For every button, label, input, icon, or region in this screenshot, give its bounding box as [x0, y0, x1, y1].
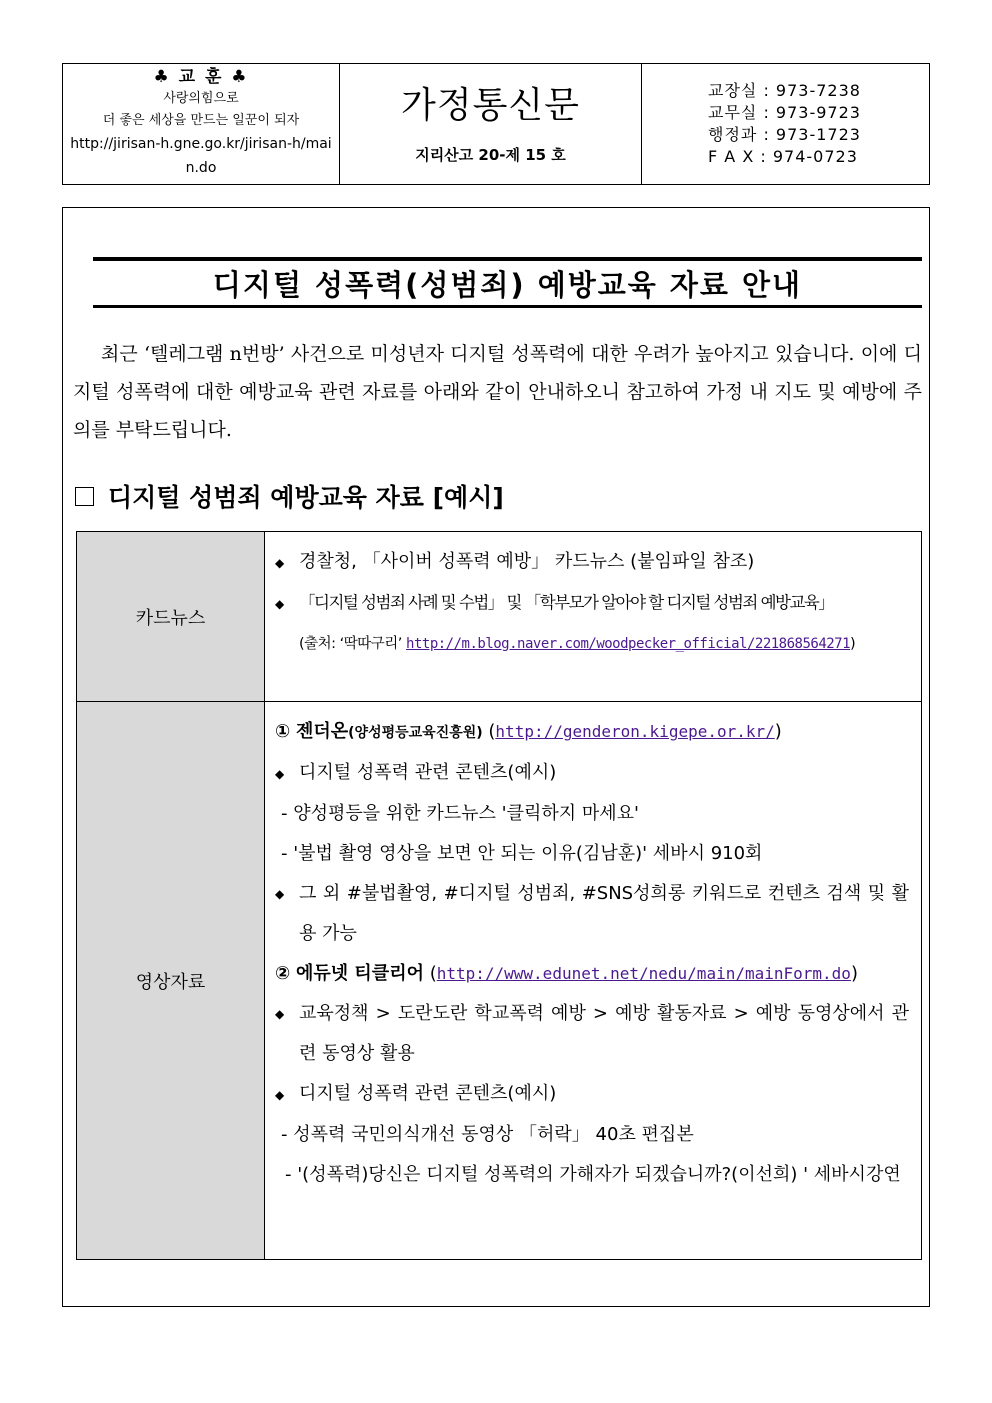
contact-list: [642, 64, 929, 184]
newsletter-title-block: [340, 64, 642, 184]
list-subitem: - '(성폭력)당신은 디지털 성폭력의 가해자가 되겠습니까?(이선희) ' 세바시강연: [285, 1164, 901, 1185]
diamond-bullet-icon: ◆: [275, 887, 285, 901]
checkbox-square-icon: [75, 487, 94, 506]
list-item: ◆ 디지털 성폭력 관련 콘텐츠(예시): [275, 753, 911, 794]
row-label-card-news: 카드뉴스: [77, 532, 265, 702]
list-item: ◆ 디지털 성폭력 관련 콘텐츠(예시): [275, 1074, 911, 1115]
card-news-content: [265, 532, 922, 702]
site-heading-edunet: ② 에듀넷 티클리어 (http://www.edunet.net/nedu/main/mainForm.do): [275, 963, 858, 984]
list-subitem: - 성폭력 국민의식개선 동영상 「허락」 40초 편집본: [281, 1124, 694, 1145]
diamond-bullet-icon: ◆: [275, 1007, 285, 1021]
video-content: [265, 702, 922, 1260]
source-line: (출처: ‘딱따구리’ http://m.blog.naver.com/woodpecker_official/221868564271): [299, 636, 856, 652]
list-item: ◆ 경찰청, 「사이버 성폭력 예방」 카드뉴스 (붙임파일 참조): [275, 542, 911, 583]
row-label-video: 영상자료: [77, 702, 265, 1260]
issue-number: 지리산고 20-제 15 호: [415, 146, 566, 164]
intro-paragraph: 최근 ‘텔레그램 n번방’ 사건으로 미성년자 디지털 성폭력에 대한 우려가 높아지고 있습니다. 이에 디지털 성폭력에 대한 예방교육 관련 자료를 아래와 같이 안내하오니 참고하여 가정 내 지도 및 예방에 주의를 부탁드립니다.: [73, 343, 922, 441]
contact-academic: 교무실 : 973-9723: [708, 103, 861, 122]
diamond-bullet-icon: ◆: [275, 556, 285, 570]
list-item: ◆ 그 외 #불법촬영, #디지털 성범죄, #SNS성희롱 키워드로 컨텐츠 검색 및 활용 가능: [275, 874, 911, 954]
newsletter-title: 가정통신문: [401, 85, 580, 126]
motto-line-1: 사랑의힘으로: [163, 91, 239, 106]
title-bottom-rule: [93, 305, 922, 308]
contact-admin: 행정과 : 973-1723: [708, 125, 861, 144]
diamond-bullet-icon: ◆: [275, 767, 285, 781]
list-item: ◆ 교육정책 > 도란도란 학교폭력 예방 > 예방 활동자료 > 예방 동영상에서 관련 동영상 활용: [275, 994, 911, 1074]
contact-principal: 교장실 : 973-7238: [708, 81, 861, 100]
newsletter-header: [62, 63, 930, 185]
edunet-name: 에듀넷 티클리어: [295, 963, 424, 984]
genderon-name: 젠더온: [295, 721, 349, 742]
document-title: 디지털 성폭력(성범죄) 예방교육 자료 안내: [212, 268, 803, 302]
document-body: [62, 207, 930, 1307]
title-top-rule: [93, 257, 922, 261]
diamond-bullet-icon: ◆: [275, 1088, 285, 1102]
list-item: ◆ 「디지털 성범죄 사례 및 수법」 및 「학부모가 알아야 할 디지털 성범죄 예방교육」: [275, 583, 911, 624]
diamond-bullet-icon: ◆: [275, 597, 285, 611]
woodpecker-blog-link[interactable]: http://m.blog.naver.com/woodpecker_official/221868564271: [406, 636, 851, 652]
table-row: [77, 702, 922, 1260]
site-heading-genderon: ① 젠더온(양성평등교육진흥원) (http://genderon.kigepe.or.kr/): [275, 721, 782, 742]
motto-line-2: 더 좋은 세상을 만드는 일꾼이 되자: [102, 113, 300, 128]
resource-table: [76, 531, 922, 1260]
genderon-link[interactable]: http://genderon.kigepe.or.kr/: [495, 722, 775, 741]
school-url[interactable]: http://jirisan-h.gne.go.kr/jirisan-h/main.do: [70, 136, 332, 176]
section-heading: [75, 478, 504, 514]
contact-fax: F A X : 974-0723: [708, 147, 858, 166]
list-subitem: - 양성평등을 위한 카드뉴스 '클릭하지 마세요': [281, 803, 639, 824]
motto-title: ♣ 교 훈 ♣: [153, 67, 249, 87]
edunet-link[interactable]: http://www.edunet.net/nedu/main/mainForm.do: [436, 964, 851, 983]
section-heading-text: 디지털 성범죄 예방교육 자료 [예시]: [108, 483, 504, 512]
table-row: [77, 532, 922, 702]
school-motto: [63, 64, 340, 184]
list-subitem: - '불법 촬영 영상을 보면 안 되는 이유(김남훈)' 세바시 910회: [281, 843, 763, 864]
